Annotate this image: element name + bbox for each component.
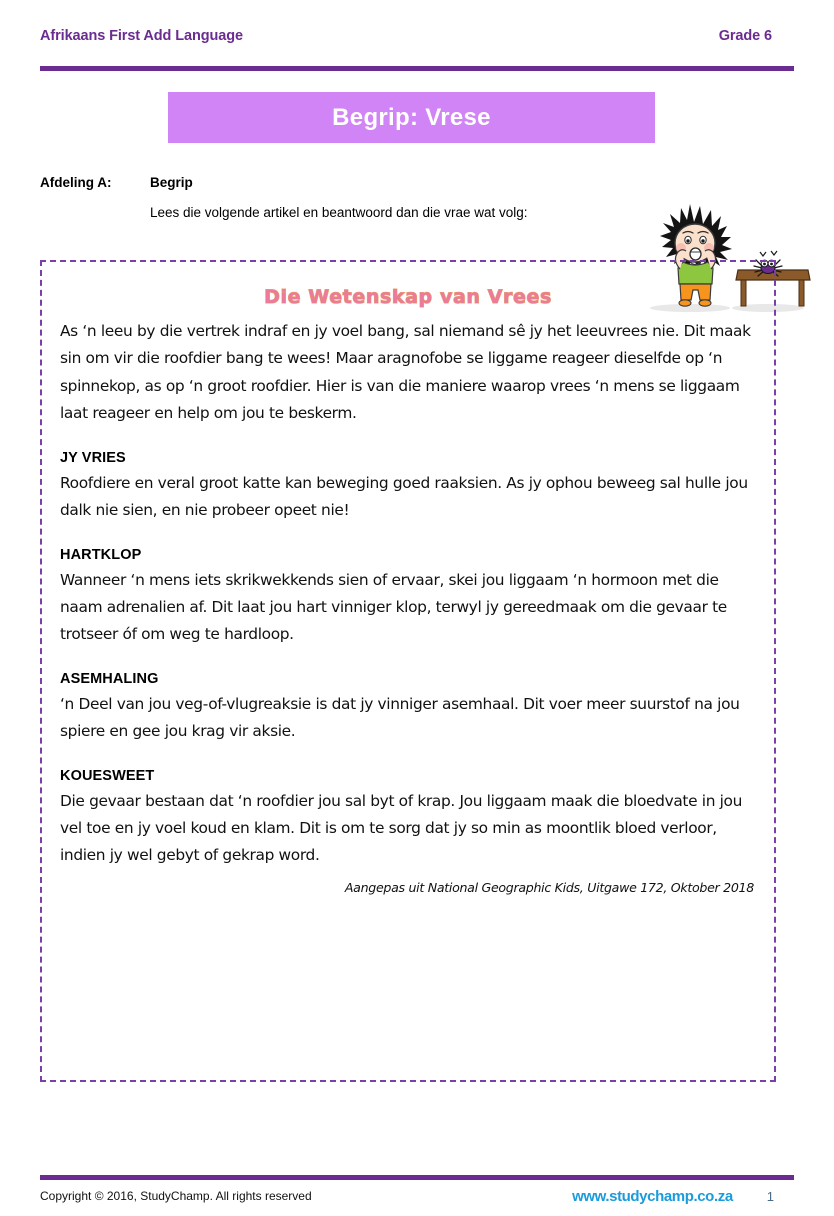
article-intro-paragraph: As ‘n leeu by die vertrek indraf en jy voel bang, sal niemand sê jy het leeuvrees nie. Dit maak sin om vir die roofdier bang te wees! Maar aragnofobe se liggame reageer dieselfde op ‘n spinnekop, as op ‘n groot roofdier. Hier is van die maniere waarop vrees ‘n mens se liggaam laat reageer en help om jou te beskerm. xyxy=(60,322,751,423)
page-footer xyxy=(40,1186,794,1206)
article-body xyxy=(60,318,756,895)
article-subheading-hartklop: HARTKLOP xyxy=(60,546,142,563)
footer-divider-rule xyxy=(40,1175,794,1180)
article-paragraph-jy-vries: Roofdiere en veral groot katte kan beweging goed raaksien. As jy ophou beweeg sal hulle jou dalk nie sien, en nie probeer opeet nie! xyxy=(60,473,748,520)
footer-website-link[interactable]: www.studychamp.co.za xyxy=(572,1187,733,1205)
page-title: Begrip: Vrese xyxy=(332,103,491,131)
article-box xyxy=(40,260,776,1082)
page-header xyxy=(40,24,794,48)
footer-page-number: 1 xyxy=(766,1188,774,1204)
article-subheading-asemhaling: ASEMHALING xyxy=(60,670,159,687)
section-label: Afdeling A: xyxy=(40,175,112,190)
article-title: Die Wetenskap van Vrees xyxy=(264,286,552,308)
header-grade: Grade 6 xyxy=(718,28,772,44)
article-subheading-kouesweet: KOUESWEET xyxy=(60,767,155,784)
article-subheading-jy-vries: JY VRIES xyxy=(60,449,126,466)
article-paragraph-hartklop: Wanneer ‘n mens iets skrikwekkends sien of ervaar, skei jou liggaam ‘n hormoon met die naam adrenalien af. Dit laat jou hart vinniger klop, terwyl jy gereedmaak om die gevaar te trotseer óf om weg te hardloop. xyxy=(60,570,727,644)
article-paragraph-asemhaling: ‘n Deel van jou veg-of-vlugreaksie is dat jy vinniger asemhaal. Dit voer meer suurstof na jou spiere en gee jou krag vir aksie. xyxy=(60,694,740,741)
footer-right-group xyxy=(572,1188,794,1205)
header-subject: Afrikaans First Add Language xyxy=(40,28,243,44)
article-attribution: Aangepas uit National Geographic Kids, Uitgawe 172, Oktober 2018 xyxy=(344,879,754,895)
title-banner xyxy=(168,92,655,143)
section-instruction: Lees die volgende artikel en beantwoord dan die vrae wat volg: xyxy=(150,205,528,220)
section-heading-row xyxy=(40,175,193,190)
section-topic: Begrip xyxy=(150,175,193,190)
header-divider-rule xyxy=(40,66,794,71)
article-paragraph-kouesweet: Die gevaar bestaan dat ‘n roofdier jou sal byt of krap. Jou liggaam maak die bloedvate in jou vel toe en jy voel koud en klam. Dit is om te sorg dat jy so min as moontlik bloed verloor, indien jy wel gebyt of gekrap word. xyxy=(60,791,743,865)
footer-copyright: Copyright © 2016, StudyChamp. All rights reserved xyxy=(40,1189,312,1203)
